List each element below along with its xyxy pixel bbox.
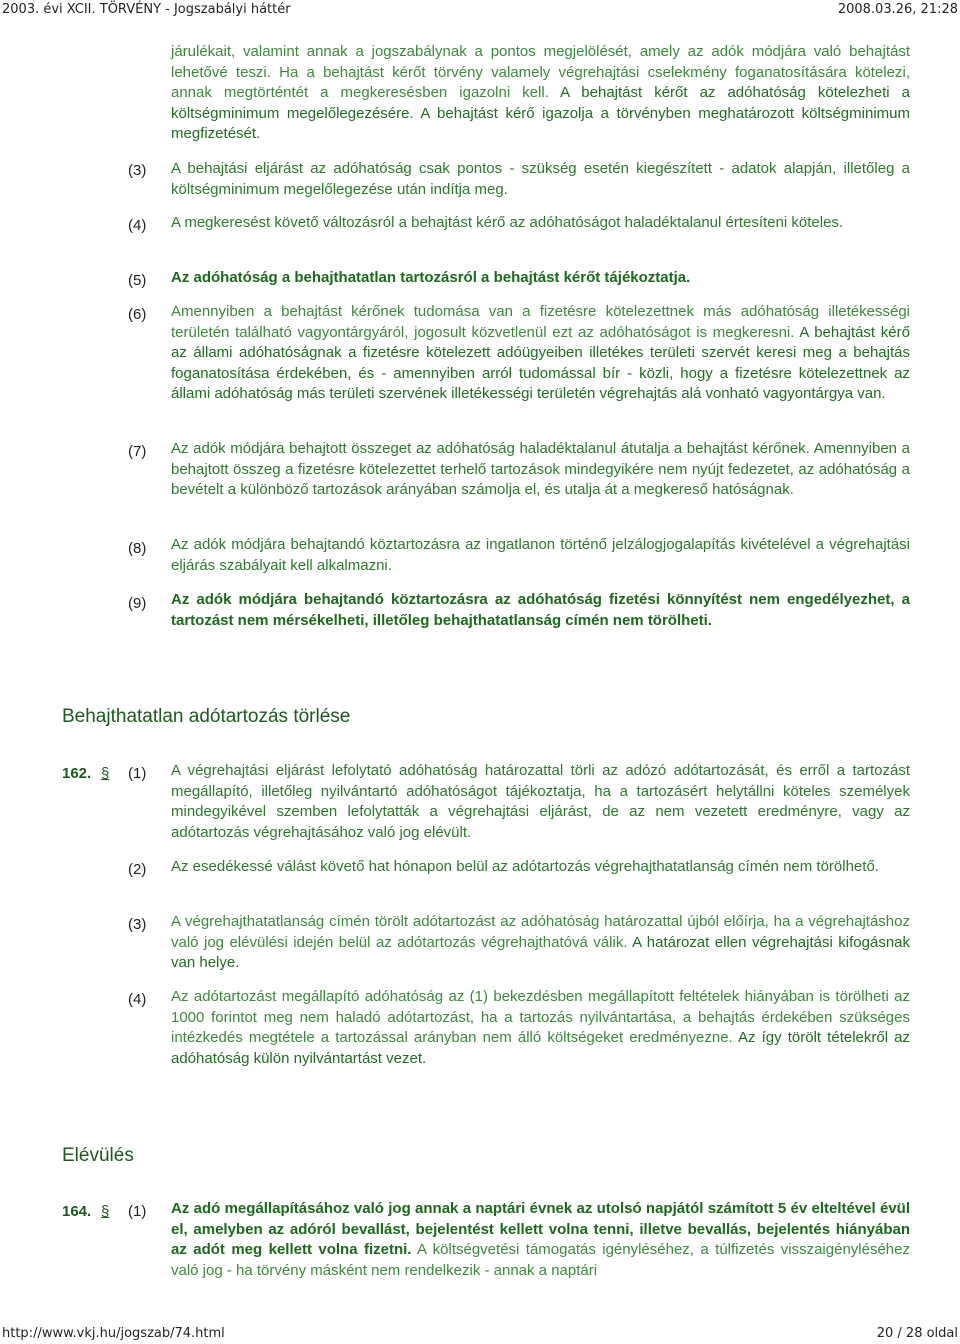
item-text-part: Az így törölt tételekről az adóhatóság külön nyilvántartást vezet.: [171, 1029, 910, 1067]
top-paragraph-b: A behajtást kérőt az adóhatóság kötelezheti a költségminimum megelőlegezésére.: [171, 84, 910, 122]
item-text: A behajtási eljárást az adóhatóság csak pontos - szükség esetén kiegészített - adatok alapján, illetőleg a költségminimum megelőlegezése után indítja meg.: [171, 160, 910, 198]
item-number: (7): [128, 443, 147, 460]
item-number: (9): [128, 595, 147, 612]
item-text-part: A végrehajthatatlanság címén törölt adótartozást az adóhatóság határozattal újból előírja, ha a végrehajtáshoz való jog elévülési idején belül az adótartozás végrehajthatóvá válik.: [171, 913, 910, 951]
item-text: Az adók módjára behajtott összeget az adóhatóság haladéktalanul átutalja a behajtást kérőnek. Amennyiben a behajtott összeg a fizetésre kötelezettet terhelő tartozások mindegyikére nem nyújt fedezetet, az adóhatóság a bevételt a különböző tartozások arányában számolja el, és utalja át a megkereső hatóságnak.: [171, 440, 910, 499]
top-paragraph-c: A behajtást kérő igazolja a törvényben meghatározott költségminimum megfizetését.: [171, 104, 910, 143]
item-number: (5): [128, 272, 147, 289]
item-number: (4): [128, 217, 147, 234]
item-text: [171, 1199, 910, 1281]
header-title: 2003. évi XCII. TÖRVÉNY - Jogszabályi háttér: [2, 2, 291, 17]
item-text: Az adók módjára behajtandó köztartozásra az ingatlanon történő jelzálogjogalapítás kivételével a végrehajtási eljárás szabályait kell alkalmazni.: [171, 536, 910, 574]
item-text-part: A határozat ellen végrehajtási kifogásnak van helye.: [171, 933, 910, 972]
footer-url: http://www.vkj.hu/jogszab/74.html: [2, 1326, 225, 1341]
item-number: (4): [128, 991, 147, 1008]
item-text-part: A költségvetési támogatás igényléséhez, a túlfizetés visszaigényléséhez való jog - ha törvény másként nem rendelkezik - annak a naptári: [171, 1241, 910, 1279]
item-number: (6): [128, 306, 147, 323]
item-text-part: Amennyiben a behajtást kérőnek tudomása van a fizetésre kötelezettnek más adóhatóság illetékességi területén található vagyontárgyáról, jogosult közvetlenül ezt az adóhatóságot is megkeresni.: [171, 303, 910, 341]
section-heading: Elévülés: [62, 1145, 134, 1166]
section-heading: Behajthatatlan adótartozás törlése: [62, 706, 351, 727]
item-text: A végrehajtási eljárást lefolytató adóhatóság határozattal törli az adózó adótartozását, és erről a tartozást megállapító, illetőleg nyilvántartó adóhatóságot tájékoztatja, ha a tartozásért helytállni köteles személyek mindegyikével szemben lefolytatták a végrehajtási eljárást, de az nem vezetett eredményre, vagy az adótartozás végrehajtásához való jog elévült.: [171, 762, 910, 841]
item-number: (3): [128, 162, 147, 179]
top-paragraph-a: járulékait, valamint annak a jogszabálynak a pontos megjelölését, amely az adók módjára való behajtást lehetővé teszi. Ha a behajtást kérőt törvény valamely végrehajtási cselekmény foganatosítására kötelezi, annak megtörténtét a megkeresésben igazolni kell.: [171, 43, 910, 102]
item-text-part: A behajtást kérő az állami adóhatóságnak a fizetésre kötelezett adóügyeiben illetékes területi szervét keresi meg a behajtás foganatosítása érdekében, és - amennyiben arról tudomással bír - közli, hogy a fizetésre kötelezettnek az állami adóhatóság más területi szervének illetékességi területén végrehajtás alá vonható vagyontárgya van.: [171, 323, 910, 403]
item-text: A megkeresést követő változásról a behajtást kérő az adóhatóságot haladéktalanul értesíteni köteles.: [171, 214, 844, 231]
browser-print-footer: [0, 1324, 960, 1344]
item-text-bold: Az adók módjára behajtandó köztartozásra az adóhatóság fizetési könnyítést nem engedélyezhet, a tartozást nem mérsékelheti, illetőleg behajthatatlanság címén nem törölheti.: [171, 591, 910, 629]
section-number: 164.: [62, 1203, 92, 1220]
item-text-part: Az adótartozást megállapító adóhatóság az (1) bekezdésben megállapított feltételek hiányában is törölheti az 1000 forintot meg nem haladó adótartozást, ha a tartozás nyilvántartása, a behajtás érdekében szükséges intézkedés megtétele a tartozással arányban nem álló költségeket eredményezne.: [171, 988, 910, 1047]
item-number: (1): [128, 765, 147, 782]
item-text: [171, 987, 910, 1069]
item-text: [171, 912, 910, 974]
item-text-bold: Az adó megállapításához való jog annak a naptári évnek az utolsó napjától számított 5 év elteltével évül el, amelyben az adóról bevallást, bejelentést kellett volna tenni, illetve bevallás, bejelentés hiányában az adót meg kellett volna fizetni.: [171, 1200, 910, 1259]
item-text: Az esedékessé válást követő hat hónapon belül az adótartozás végrehajthatatlanság címén nem törölhető.: [171, 858, 879, 875]
header-datetime: 2008.03.26, 21:28: [837, 2, 958, 17]
section-mark-link[interactable]: §: [101, 1203, 110, 1220]
section-mark-link[interactable]: §: [101, 765, 110, 782]
item-number: (2): [128, 861, 147, 878]
item-number: (8): [128, 540, 147, 557]
item-number: (1): [128, 1203, 147, 1220]
browser-print-header: [0, 0, 960, 20]
section-number: 162.: [62, 765, 92, 782]
footer-page-number: 20 / 28 oldal: [876, 1326, 958, 1341]
item-number: (3): [128, 916, 147, 933]
top-paragraph: [171, 42, 910, 145]
item-text-bold: Az adóhatóság a behajthatatlan tartozásról a behajtást kérőt tájékoztatja.: [171, 269, 691, 286]
item-text: [171, 302, 910, 405]
